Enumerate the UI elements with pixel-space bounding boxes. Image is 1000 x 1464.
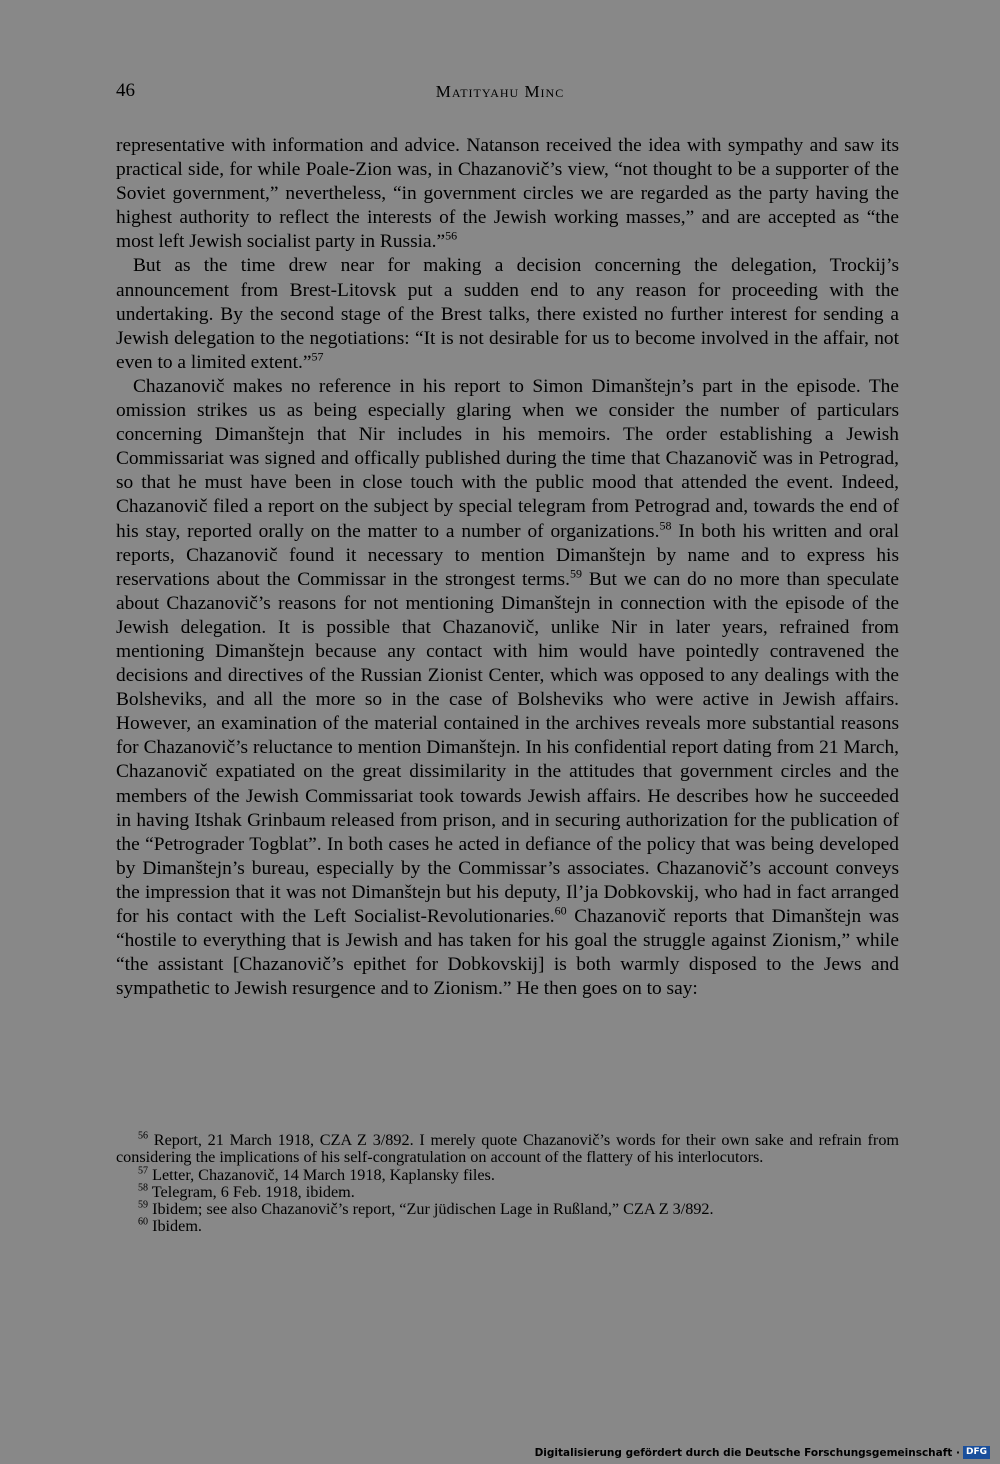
footnote-ref-56: 56 <box>445 228 458 243</box>
paragraph-1 <box>116 134 899 254</box>
paragraph-text: Chazanovič reports that Dimanštejn was “hostile to everything that is Jewish and has taken for his goal the struggle against Zionism,” while “the assistant [Chazanovič’s epithet for Dobkovskij] is both warmly disposed to the Jews and sympathetic to Jewish resurgence and to Zionism.” He then goes on to say: <box>116 906 899 1000</box>
footnote <box>116 1132 899 1167</box>
footnote <box>116 1201 899 1218</box>
paragraph-2 <box>116 254 899 374</box>
paragraph-text: But we can do no more than speculate about Chazanovič’s reasons for not mentioning Dimanštejn in connection with the episode of the Jewish delegation. It is possible that Chazanovič, unlike Nir in later years, refrained from mentioning Dimanštejn because any contact with him would have pointedly contravened the decisions and directives of the Russian Zionist Center, which was opposed to any dealings with the Bolsheviks, and all the more so in the case of Bolsheviks who were active in Jewish affairs. However, an examination of the material contained in the archives reveals more substantial reasons for Chazanovič’s reluctance to mention Dimanštejn. In his confidential report dating from 21 March, Chazanovič expatiated on the great dissimilarity in the attitudes that government circles and the members of the Jewish Commissariat took towards Jewish affairs. He describes how he succeeded in having Itshak Grinbaum released from prison, and in securing authorization for the publication of the “Petrograder Togblat”. In both cases he acted in defiance of the policy that was being developed by Dimanštejn’s bureau, especially by the Commissar’s associates. Chazanovič’s account conveys the impression that it was not Dimanštejn but his deputy, Il’ja Dobkovskij, who had in fact arranged for his contact with the Left Socialist-Revolutionaries. <box>116 568 899 927</box>
footnote-text: Telegram, 6 Feb. 1918, ibidem. <box>151 1182 355 1201</box>
paragraph-text: Chazanovič makes no reference in his report to Simon Dimanštejn’s part in the episode. The omission strikes us as being especially glaring when we consider the number of particulars concerning Dimanštejn that Nir includes in his memoirs. The order establishing a Jewish Commissariat was signed and offically published during the time that Chazanovič was in Petrograd, so that he must have been in close touch with the public mood that attended the event. Indeed, Chazanovič filed a report on the subject by special telegram from Petrograd and, towards the end of his stay, reported orally on the matter to a number of organizations. <box>116 375 899 542</box>
paragraph-3 <box>116 375 899 1001</box>
page-number: 46 <box>116 80 135 101</box>
footnote-text: Ibidem; see also Chazanovič’s report, “Zur jüdischen Lage in Rußland,” CZA Z 3/892. <box>152 1200 714 1219</box>
footnote-number: 58 <box>138 1182 149 1194</box>
running-head: Matityahu Minc <box>435 82 565 101</box>
footnote <box>116 1218 899 1235</box>
footer-text: Digitalisierung gefördert durch die Deutsche Forschungsgemeinschaft · <box>534 1446 960 1459</box>
footnote-ref-57: 57 <box>311 349 324 364</box>
footnote-text: Ibidem. <box>152 1217 202 1236</box>
footnote-ref-58: 58 <box>659 518 672 533</box>
footnote-text: Letter, Chazanovič, 14 March 1918, Kaplansky files. <box>152 1165 495 1184</box>
paragraph-text: representative with information and advice. Natanson received the idea with sympathy and saw its practical side, for while Poale-Zion was, in Chazanovič’s view, “not thought to be a supporter of the Soviet government,” nevertheless, “in government circles we are regarded as the party having the highest authority to reflect the interests of the Jewish working masses,” and are accepted as “the most left Jewish socialist party in Russia.” <box>116 135 899 253</box>
footnote-number: 60 <box>138 1217 149 1229</box>
footnote <box>116 1184 899 1201</box>
digitization-footer <box>535 1446 990 1459</box>
paragraph-text: In both his written and oral reports, Chazanovič found it necessary to mention Dimanštejn by name and to express his reservations about the Commissar in the strongest terms. <box>116 520 899 590</box>
footnotes <box>116 1132 899 1236</box>
footnote-number: 56 <box>138 1130 149 1142</box>
footnote-number: 59 <box>138 1199 149 1211</box>
paragraph-text: But as the time drew near for making a decision concerning the delegation, Trockij’s announcement from Brest-Litovsk put a sudden end to any reason for proceeding with the undertaking. By the second stage of the Brest talks, there existed no further interest for sending a Jewish delegation to the negotiations: “It is not desirable for us to become involved in the affair, not even to a limited extent.” <box>116 255 899 373</box>
footnote <box>116 1167 899 1184</box>
dfg-logo: DFG <box>963 1446 990 1459</box>
footnote-text: Report, 21 March 1918, CZA Z 3/892. I merely quote Chazanovič’s words for their own sake and refrain from considering the implications of his self-congratulation on account of the flattery of his interlocutors. <box>116 1131 900 1167</box>
body-text <box>116 134 899 1001</box>
footnote-number: 57 <box>138 1165 149 1177</box>
footnote-ref-60: 60 <box>554 903 567 918</box>
footnote-ref-59: 59 <box>569 566 582 581</box>
